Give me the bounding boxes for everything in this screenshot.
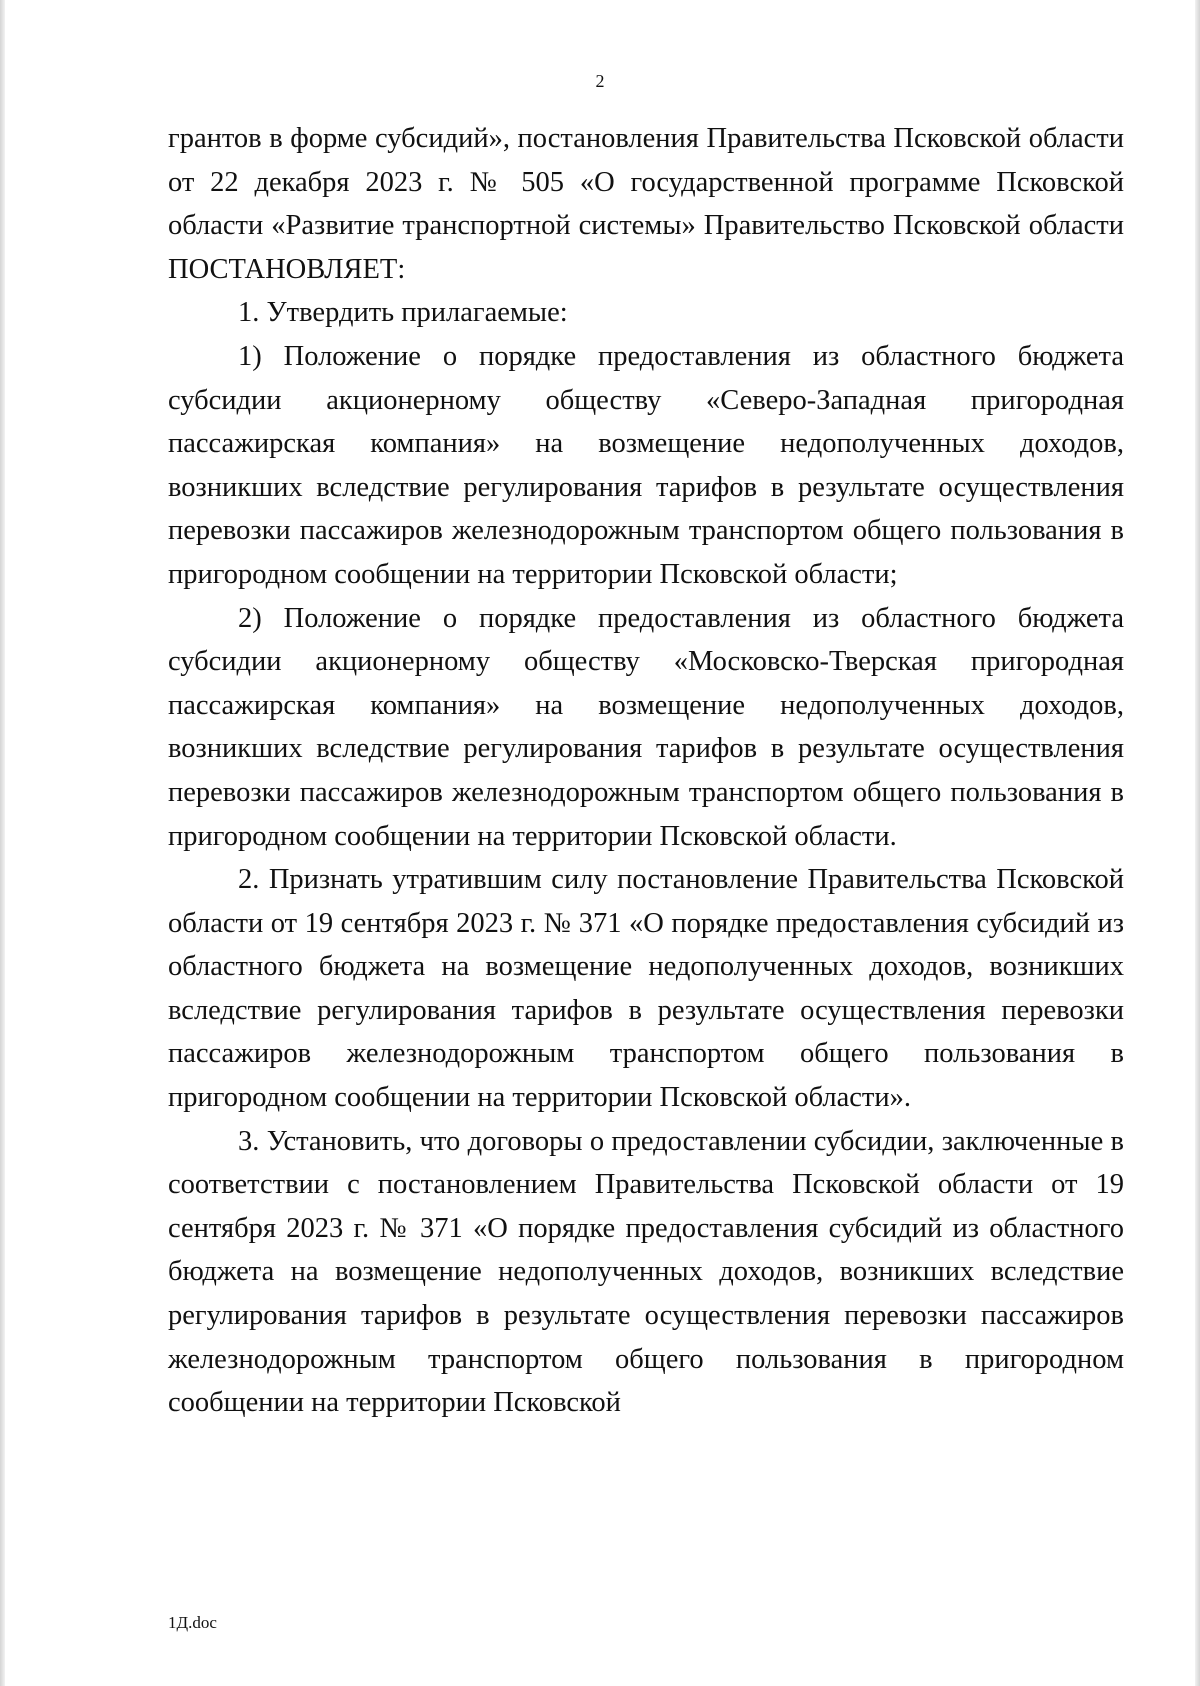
scan-edge-left [0, 0, 5, 1686]
page-number: 2 [595, 71, 605, 91]
paragraph-item-3: 3. Установить, что договоры о предоставлении субсидии, заключенные в соответствии с постановлением Правительства Псковской области от 19 сентября 2023 г. № 371 «О порядке предоставления субсидий из областного бюджета на возмещение недополученных доходов, возникших вследствие регулирования тарифов в результате осуществления перевозки пассажиров железнодорожным транспортом общего пользования в пригородном сообщении на территории Псковской [168, 1125, 1124, 1419]
paragraph-subitem-2: 2) Положение о порядке предоставления из областного бюджета субсидии акционерному обществу «Московско-Тверская пригородная пассажирская компания» на возмещение недополученных доходов, возникших вследствие регулирования тарифов в результате осуществления перевозки пассажиров железнодорожным транспортом общего пользования в пригородном сообщении на территории Псковской области. [168, 602, 1124, 852]
document-body [168, 117, 1124, 1425]
paragraph-item-1: 1. Утвердить прилагаемые: [238, 297, 568, 329]
paragraph-item-2: 2. Признать утратившим силу постановление Правительства Псковской области от 19 сентября 2023 г. № 371 «О порядке предоставления субсидий из областного бюджета на возмещение недополученных доходов, возникших вследствие регулирования тарифов в результате осуществления перевозки пассажиров железнодорожным транспортом общего пользования в пригородном сообщении на территории Псковской области». [168, 864, 1124, 1114]
paragraph-subitem-1: 1) Положение о порядке предоставления из областного бюджета субсидии акционерному обществу «Северо-Западная пригородная пассажирская компания» на возмещение недополученных доходов, возникших вследствие регулирования тарифов в результате осуществления перевозки пассажиров железнодорожным транспортом общего пользования в пригородном сообщении на территории Псковской области; [168, 340, 1124, 590]
paragraph-continuation: грантов в форме субсидий», постановления Правительства Псковской области от 22 декабря 2023 г. № 505 «О государственной программе Псковской области «Развитие транспортной системы» Правительство Псковской области ПОСТАНОВЛЯЕТ: [168, 123, 1124, 285]
file-name-footer: 1Д.doc [168, 1613, 217, 1632]
scan-edge-right [1195, 0, 1200, 1686]
